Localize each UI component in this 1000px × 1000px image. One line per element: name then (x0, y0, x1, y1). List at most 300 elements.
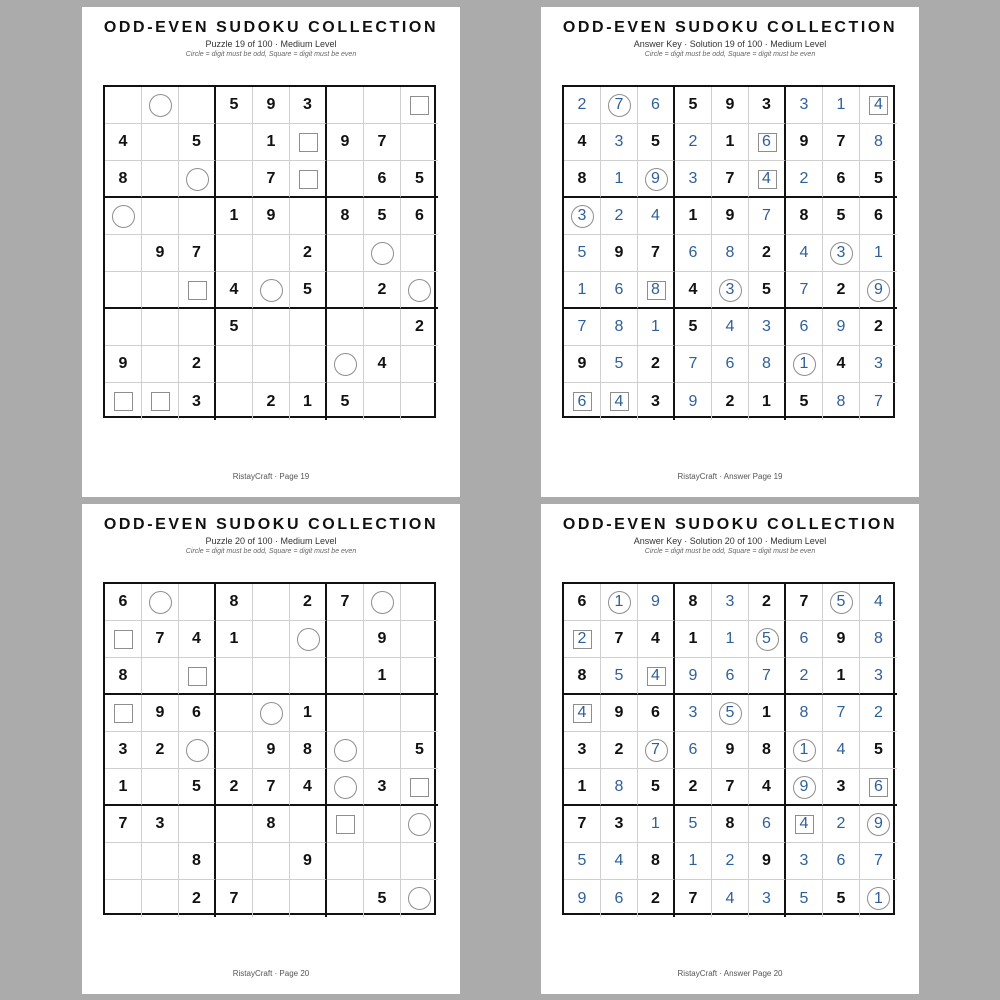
puzzle-page-20 (82, 504, 460, 994)
sudoku-cell (638, 87, 675, 124)
sudoku-cell (638, 843, 675, 880)
sudoku-cell (712, 87, 749, 124)
sudoku-cell (142, 769, 179, 806)
given-digit: 1 (229, 630, 239, 647)
sudoku-cell (364, 769, 401, 806)
given-digit: 2 (303, 593, 312, 610)
sudoku-cell (142, 732, 179, 769)
sudoku-cell (253, 584, 290, 621)
solution-digit: 1 (799, 355, 809, 372)
sudoku-cell (401, 124, 438, 161)
given-digit: 9 (155, 704, 165, 721)
given-digit: 7 (836, 133, 846, 150)
solution-digit: 5 (614, 355, 624, 372)
solution-digit: 3 (577, 207, 587, 224)
sudoku-cell (786, 658, 823, 695)
sudoku-cell (823, 198, 860, 235)
sudoku-cell (749, 161, 786, 198)
sudoku-cell (253, 732, 290, 769)
sudoku-cell (823, 806, 860, 843)
sudoku-cell (564, 584, 601, 621)
sudoku-cell (601, 309, 638, 346)
given-digit: 8 (762, 741, 771, 758)
solution-digit: 8 (651, 280, 660, 298)
sudoku-cell (675, 309, 712, 346)
sudoku-cell (638, 658, 675, 695)
given-digit: 2 (836, 280, 846, 298)
sudoku-cell (290, 124, 327, 161)
given-digit: 1 (836, 666, 846, 684)
solution-digit: 2 (577, 96, 587, 113)
solution-digit: 5 (836, 593, 846, 610)
sudoku-cell (253, 272, 290, 309)
given-digit: 1 (762, 392, 771, 410)
sudoku-cell (142, 235, 179, 272)
sudoku-cell (638, 346, 675, 383)
sudoku-cell (786, 198, 823, 235)
solution-digit: 4 (725, 889, 735, 907)
given-digit: 8 (725, 815, 735, 832)
sudoku-cell (327, 272, 364, 309)
sudoku-cell (749, 272, 786, 309)
sudoku-cell (327, 198, 364, 235)
sudoku-cell (860, 769, 897, 806)
page-footer: RistayCraft · Page 19 (232, 472, 310, 481)
solution-digit: 3 (799, 852, 809, 869)
sudoku-cell (216, 769, 253, 806)
sudoku-cell (601, 806, 638, 843)
sudoku-cell (823, 584, 860, 621)
sudoku-cell (216, 309, 253, 346)
solution-digit: 6 (799, 318, 809, 335)
sudoku-cell (601, 843, 638, 880)
sudoku-cell (601, 198, 638, 235)
given-digit: 5 (836, 889, 846, 907)
sudoku-cell (142, 346, 179, 383)
odd-circle-icon (149, 591, 172, 614)
even-square-icon (114, 630, 133, 649)
given-digit: 5 (415, 741, 424, 758)
sudoku-cell (860, 584, 897, 621)
sudoku-cell (179, 880, 216, 917)
given-digit: 5 (415, 169, 424, 187)
given-digit: 7 (725, 169, 735, 187)
sudoku-cell (253, 346, 290, 383)
even-square-icon (299, 170, 318, 189)
solution-digit: 4 (874, 593, 883, 610)
solution-digit: 7 (614, 96, 624, 113)
sudoku-cell (142, 198, 179, 235)
sudoku-cell (327, 880, 364, 917)
sudoku-cell (823, 621, 860, 658)
sudoku-cell (786, 732, 823, 769)
sudoku-cell (786, 769, 823, 806)
given-digit: 1 (303, 704, 312, 721)
given-digit: 9 (266, 96, 276, 113)
sudoku-cell (675, 769, 712, 806)
sudoku-cell (216, 124, 253, 161)
even-square-icon (410, 778, 429, 797)
given-digit: 5 (874, 169, 883, 187)
sudoku-cell (142, 880, 179, 917)
solution-digit: 9 (836, 318, 846, 335)
sudoku-cell (786, 806, 823, 843)
even-square-icon (114, 704, 133, 723)
given-digit: 9 (266, 741, 276, 758)
solution-digit: 6 (762, 815, 771, 832)
solution-digit: 3 (836, 244, 846, 261)
solution-digit: 4 (799, 244, 809, 261)
sudoku-cell (290, 383, 327, 420)
sudoku-cell (290, 621, 327, 658)
sudoku-cell (179, 198, 216, 235)
sudoku-cell (327, 658, 364, 695)
sudoku-cell (638, 198, 675, 235)
page-footer: RistayCraft · Page 20 (232, 969, 310, 978)
sudoku-cell (142, 584, 179, 621)
given-digit: 6 (874, 207, 883, 224)
sudoku-cell (401, 383, 438, 420)
sudoku-cell (601, 124, 638, 161)
sudoku-cell (253, 880, 290, 917)
sudoku-cell (564, 87, 601, 124)
given-digit: 3 (762, 96, 771, 113)
solution-digit: 2 (725, 852, 735, 869)
given-digit: 3 (614, 815, 624, 832)
solution-digit: 4 (762, 169, 771, 187)
given-digit: 1 (577, 777, 587, 795)
given-digit: 7 (799, 593, 809, 610)
page-title: ODD-EVEN SUDOKU COLLECTION (562, 19, 898, 36)
sudoku-cell (253, 383, 290, 420)
given-digit: 8 (303, 741, 312, 758)
given-digit: 9 (725, 96, 735, 113)
solution-digit: 4 (577, 704, 587, 721)
sudoku-cell (601, 769, 638, 806)
solution-digit: 8 (725, 244, 735, 261)
sudoku-cell (601, 161, 638, 198)
sudoku-cell (364, 880, 401, 917)
sudoku-cell (105, 806, 142, 843)
sudoku-cell (105, 658, 142, 695)
sudoku-cell (142, 843, 179, 880)
given-digit: 7 (266, 169, 276, 187)
sudoku-cell (179, 346, 216, 383)
sudoku-cell (823, 272, 860, 309)
sudoku-cell (638, 124, 675, 161)
solution-digit: 7 (651, 741, 660, 758)
sudoku-cell (601, 880, 638, 917)
sudoku-cell (142, 658, 179, 695)
sudoku-grid (562, 582, 895, 915)
sudoku-cell (216, 732, 253, 769)
given-digit: 7 (155, 630, 165, 647)
sudoku-cell (142, 309, 179, 346)
odd-circle-icon (334, 776, 357, 799)
solution-digit: 5 (799, 889, 809, 907)
sudoku-cell (712, 124, 749, 161)
given-digit: 5 (874, 741, 883, 758)
solution-digit: 6 (836, 852, 846, 869)
sudoku-cell (253, 235, 290, 272)
sudoku-cell (216, 272, 253, 309)
given-digit: 5 (651, 777, 660, 795)
sudoku-cell (564, 198, 601, 235)
sudoku-cell (142, 695, 179, 732)
rule-note: Circle = digit must be odd, Square = digit must be even (644, 548, 816, 555)
sudoku-cell (290, 309, 327, 346)
sudoku-cell (327, 806, 364, 843)
sudoku-cell (860, 880, 897, 917)
sudoku-cell (364, 584, 401, 621)
solution-digit: 3 (762, 889, 771, 907)
sudoku-cell (105, 621, 142, 658)
sudoku-cell (216, 695, 253, 732)
given-digit: 3 (118, 741, 128, 758)
sudoku-cell (638, 584, 675, 621)
given-digit: 7 (688, 889, 698, 907)
sudoku-cell (364, 309, 401, 346)
even-square-icon (336, 815, 355, 834)
sudoku-cell (823, 658, 860, 695)
sudoku-cell (749, 235, 786, 272)
solution-digit: 6 (799, 630, 809, 647)
sudoku-cell (860, 161, 897, 198)
sudoku-cell (290, 198, 327, 235)
solution-digit: 2 (688, 133, 698, 150)
sudoku-cell (401, 235, 438, 272)
sudoku-cell (179, 584, 216, 621)
sudoku-cell (712, 880, 749, 917)
sudoku-cell (253, 806, 290, 843)
page-title: ODD-EVEN SUDOKU COLLECTION (103, 19, 439, 36)
sudoku-grid (103, 582, 436, 915)
sudoku-cell (290, 843, 327, 880)
sudoku-cell (253, 621, 290, 658)
given-digit: 3 (577, 741, 587, 758)
sudoku-cell (786, 272, 823, 309)
given-digit: 4 (192, 630, 201, 647)
solution-digit: 7 (577, 318, 587, 335)
solution-digit: 4 (614, 852, 624, 869)
given-digit: 7 (725, 777, 735, 795)
sudoku-cell (712, 235, 749, 272)
given-digit: 1 (725, 133, 735, 150)
sudoku-cell (216, 584, 253, 621)
sudoku-cell (786, 621, 823, 658)
given-digit: 7 (651, 244, 660, 261)
given-digit: 8 (118, 666, 128, 684)
given-digit: 8 (340, 207, 350, 224)
even-square-icon (188, 281, 207, 300)
sudoku-cell (860, 383, 897, 420)
sudoku-cell (638, 880, 675, 917)
sudoku-cell (290, 732, 327, 769)
sudoku-cell (675, 880, 712, 917)
sudoku-cell (823, 695, 860, 732)
sudoku-cell (564, 309, 601, 346)
sudoku-cell (364, 124, 401, 161)
sudoku-cell (216, 383, 253, 420)
sudoku-cell (216, 87, 253, 124)
even-square-icon (151, 392, 170, 411)
sudoku-cell (638, 272, 675, 309)
sudoku-cell (401, 272, 438, 309)
solution-digit: 3 (874, 666, 883, 684)
sudoku-cell (823, 161, 860, 198)
given-digit: 9 (303, 852, 312, 869)
given-digit: 5 (762, 280, 771, 298)
sudoku-cell (564, 621, 601, 658)
given-digit: 9 (614, 704, 624, 721)
page-subtitle: Puzzle 19 of 100 · Medium Level (205, 39, 337, 49)
sudoku-cell (401, 880, 438, 917)
given-digit: 5 (688, 318, 698, 335)
solution-digit: 8 (799, 704, 809, 721)
given-digit: 9 (266, 207, 276, 224)
given-digit: 2 (229, 777, 239, 795)
sudoku-cell (675, 87, 712, 124)
sudoku-cell (786, 346, 823, 383)
solution-digit: 8 (836, 392, 846, 410)
sudoku-cell (601, 272, 638, 309)
given-digit: 5 (799, 392, 809, 410)
sudoku-cell (327, 732, 364, 769)
given-digit: 2 (688, 777, 698, 795)
solution-digit: 3 (874, 355, 883, 372)
given-digit: 4 (229, 280, 239, 298)
solution-digit: 4 (651, 666, 660, 684)
sudoku-cell (675, 806, 712, 843)
given-digit: 9 (614, 244, 624, 261)
solution-digit: 7 (874, 852, 883, 869)
sudoku-cell (401, 695, 438, 732)
sudoku-cell (860, 272, 897, 309)
sudoku-cell (105, 880, 142, 917)
given-digit: 2 (725, 392, 735, 410)
sudoku-cell (253, 198, 290, 235)
sudoku-cell (105, 161, 142, 198)
given-digit: 2 (614, 741, 624, 758)
given-digit: 5 (192, 133, 201, 150)
odd-circle-icon (149, 94, 172, 117)
odd-circle-icon (408, 813, 431, 836)
answer-page-20 (541, 504, 919, 994)
solution-digit: 9 (799, 777, 809, 795)
solution-digit: 3 (688, 704, 698, 721)
sudoku-cell (327, 87, 364, 124)
sudoku-cell (638, 695, 675, 732)
given-digit: 6 (836, 169, 846, 187)
given-digit: 4 (577, 133, 587, 150)
given-digit: 3 (192, 392, 201, 410)
solution-digit: 4 (836, 741, 846, 758)
sudoku-cell (601, 732, 638, 769)
sudoku-cell (786, 309, 823, 346)
sudoku-cell (564, 880, 601, 917)
sudoku-cell (712, 843, 749, 880)
given-digit: 9 (118, 355, 128, 372)
sudoku-cell (712, 732, 749, 769)
page-title: ODD-EVEN SUDOKU COLLECTION (103, 516, 439, 533)
solution-digit: 7 (762, 207, 771, 224)
sudoku-cell (327, 346, 364, 383)
given-digit: 5 (229, 318, 239, 335)
odd-circle-icon (186, 739, 209, 762)
sudoku-cell (179, 272, 216, 309)
given-digit: 1 (377, 666, 387, 684)
page-title: ODD-EVEN SUDOKU COLLECTION (562, 516, 898, 533)
sudoku-cell (712, 695, 749, 732)
sudoku-cell (327, 124, 364, 161)
solution-digit: 5 (577, 852, 587, 869)
solution-digit: 7 (836, 704, 846, 721)
solution-digit: 6 (762, 133, 771, 150)
sudoku-cell (327, 383, 364, 420)
sudoku-cell (401, 309, 438, 346)
sudoku-cell (253, 695, 290, 732)
sudoku-cell (638, 732, 675, 769)
sudoku-cell (253, 769, 290, 806)
sudoku-cell (564, 769, 601, 806)
given-digit: 7 (266, 777, 276, 795)
solution-digit: 8 (614, 318, 624, 335)
sudoku-cell (105, 235, 142, 272)
puzzle-page-19 (82, 7, 460, 497)
solution-digit: 1 (799, 741, 809, 758)
sudoku-cell (860, 346, 897, 383)
given-digit: 1 (762, 704, 771, 721)
solution-digit: 9 (874, 280, 883, 298)
given-digit: 6 (377, 169, 387, 187)
solution-digit: 2 (874, 704, 883, 721)
given-digit: 7 (340, 593, 350, 610)
sudoku-cell (823, 843, 860, 880)
sudoku-cell (142, 87, 179, 124)
sudoku-cell (712, 769, 749, 806)
solution-digit: 5 (614, 666, 624, 684)
sudoku-cell (860, 658, 897, 695)
sudoku-cell (823, 383, 860, 420)
sudoku-cell (564, 843, 601, 880)
sudoku-cell (749, 309, 786, 346)
sudoku-cell (823, 732, 860, 769)
sudoku-cell (564, 346, 601, 383)
sudoku-cell (216, 161, 253, 198)
sudoku-cell (142, 272, 179, 309)
solution-digit: 7 (799, 280, 809, 298)
sudoku-cell (749, 806, 786, 843)
sudoku-cell (860, 198, 897, 235)
sudoku-cell (749, 769, 786, 806)
odd-circle-icon (371, 242, 394, 265)
sudoku-cell (675, 198, 712, 235)
sudoku-cell (712, 198, 749, 235)
sudoku-cell (675, 658, 712, 695)
odd-circle-icon (408, 887, 431, 910)
even-square-icon (299, 133, 318, 152)
solution-digit: 2 (614, 207, 624, 224)
sudoku-cell (675, 621, 712, 658)
sudoku-cell (327, 843, 364, 880)
solution-digit: 9 (577, 889, 587, 907)
given-digit: 4 (836, 355, 846, 372)
given-digit: 7 (577, 815, 587, 832)
sudoku-cell (601, 658, 638, 695)
solution-digit: 5 (577, 244, 587, 261)
solution-digit: 4 (651, 207, 660, 224)
sudoku-grid (103, 85, 436, 418)
